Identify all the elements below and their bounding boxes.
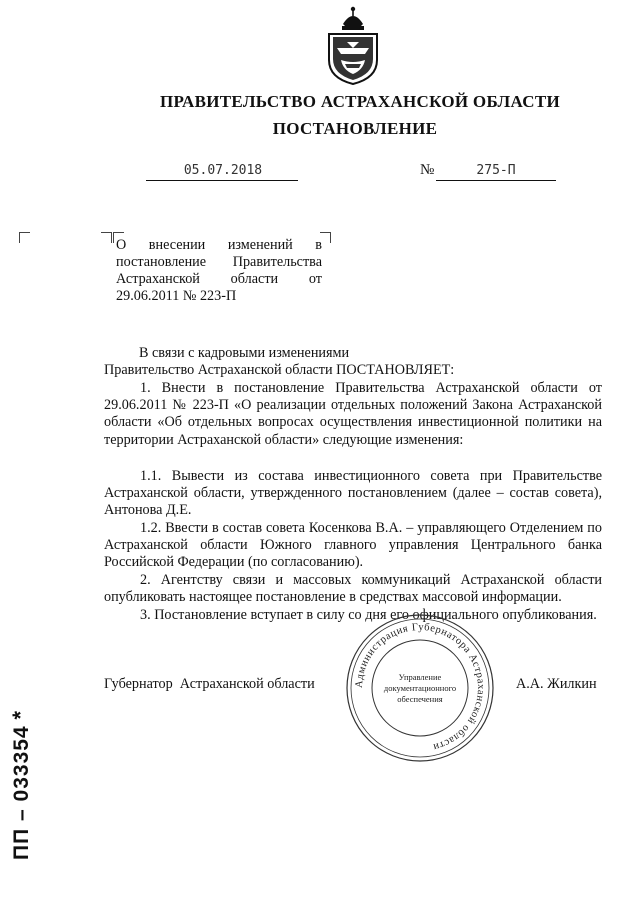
official-seal-stamp <box>344 612 496 764</box>
document-number: 275-П <box>476 163 516 178</box>
side-document-code <box>8 711 34 860</box>
signatory-name: А.А. Жилкин <box>516 676 597 692</box>
document-date: 05.07.2018 <box>183 163 263 178</box>
svg-text:Администрация Губернатора Астр: Администрация Губернатора Астраханской области <box>353 621 487 753</box>
paragraph-1-1: 1.1. Вывести из состава инвестиционного совета при Правительстве Астраханской области, утвержденного постановлением (далее – состав совета), Антонова Д.Е. <box>104 468 602 519</box>
svg-text:обеспечения: обеспечения <box>397 694 443 704</box>
side-star-mark: * <box>8 710 33 720</box>
coat-of-arms-emblem <box>325 4 381 86</box>
document-subject: О внесении изменений в постановление Правительства Астраханской области от 29.06.2011 № 223-П <box>116 237 322 304</box>
corner-mark-subject-left <box>101 232 112 243</box>
corner-mark-left <box>19 232 30 243</box>
side-code-text: ПП – 033354 <box>10 725 33 860</box>
number-sign: № <box>420 162 435 178</box>
paragraph-3: 3. Постановление вступает в силу со дня его официального опубликования. <box>140 607 597 623</box>
intro-line-1: В связи с кадровыми изменениями <box>139 345 350 361</box>
paragraph-2: 2. Агентству связи и массовых коммуникаций Астраханской области опубликовать настоящее постановление в средствах массовой информации. <box>104 572 602 606</box>
svg-text:Управление: Управление <box>398 672 442 682</box>
signatory-position: Губернатор Астраханской области <box>104 676 315 692</box>
number-underline <box>436 180 556 181</box>
document-type-title: ПОСТАНОВЛЕНИЕ <box>272 119 438 138</box>
intro-line-2: Правительство Астраханской области ПОСТАНОВЛЯЕТ: <box>104 362 455 378</box>
paragraph-1-2: 1.2. Ввести в состав совета Косенкова В.А. – управляющего Отделением по Астраханской области Южного главного управления Центрального банка Российской Федерации (по согласованию). <box>104 520 602 571</box>
paragraph-1: 1. Внести в постановление Правительства Астраханской области от 29.06.2011 № 223-П «О реализации отдельных положений Закона Астраханской области «Об отдельных вопросах осуществления инвестиционной политики на территории Астраханской области» следующие изменения: <box>104 380 602 448</box>
svg-text:документационного: документационного <box>383 683 457 693</box>
organization-title: ПРАВИТЕЛЬСТВО АСТРАХАНСКОЙ ОБЛАСТИ <box>160 92 560 111</box>
date-underline <box>146 180 298 181</box>
